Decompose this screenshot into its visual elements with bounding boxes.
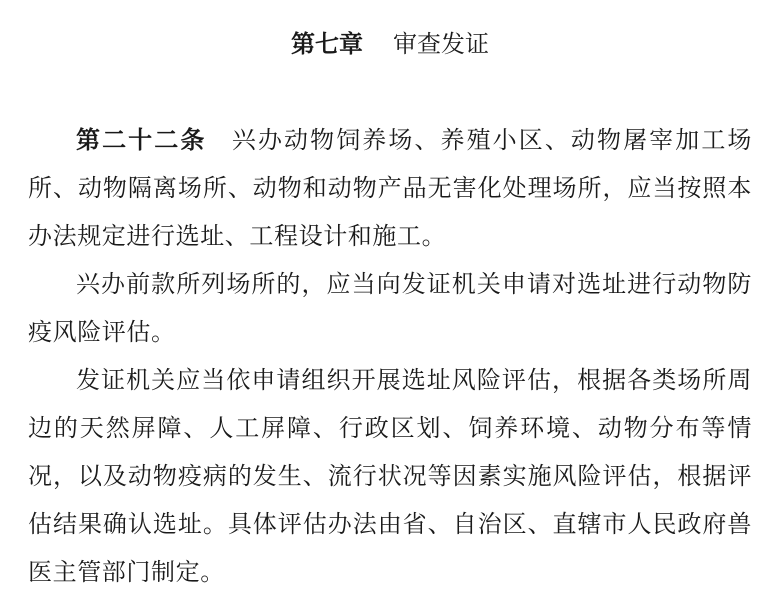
body-paragraph — [28, 260, 752, 356]
chapter-heading — [28, 24, 752, 64]
article-text: 兴办动物饲养场、养殖小区、动物屠宰加工场所、动物隔离场所、动物和动物产品无害化处理场所，应当按照本办法规定进行选址、工程设计和施工。 — [28, 126, 753, 250]
paragraph-text: 发证机关应当依申请组织开展选址风险评估，根据各类场所周边的天然屏障、人工屏障、行政区划、饲养环境、动物分布等情况，以及动物疫病的发生、流行状况等因素实施风险评估，根据评估结果确认选址。具体评估办法由省、自治区、直辖市人民政府兽医主管部门制定。 — [28, 366, 752, 586]
chapter-title: 审查发证 — [393, 30, 489, 58]
paragraph-text: 兴办前款所列场所的，应当向发证机关申请对选址进行动物防疫风险评估。 — [28, 270, 752, 346]
article-paragraph — [28, 116, 752, 260]
article-number: 第二十二条 — [76, 126, 207, 154]
body-paragraph — [28, 356, 752, 596]
chapter-number: 第七章 — [291, 30, 363, 58]
